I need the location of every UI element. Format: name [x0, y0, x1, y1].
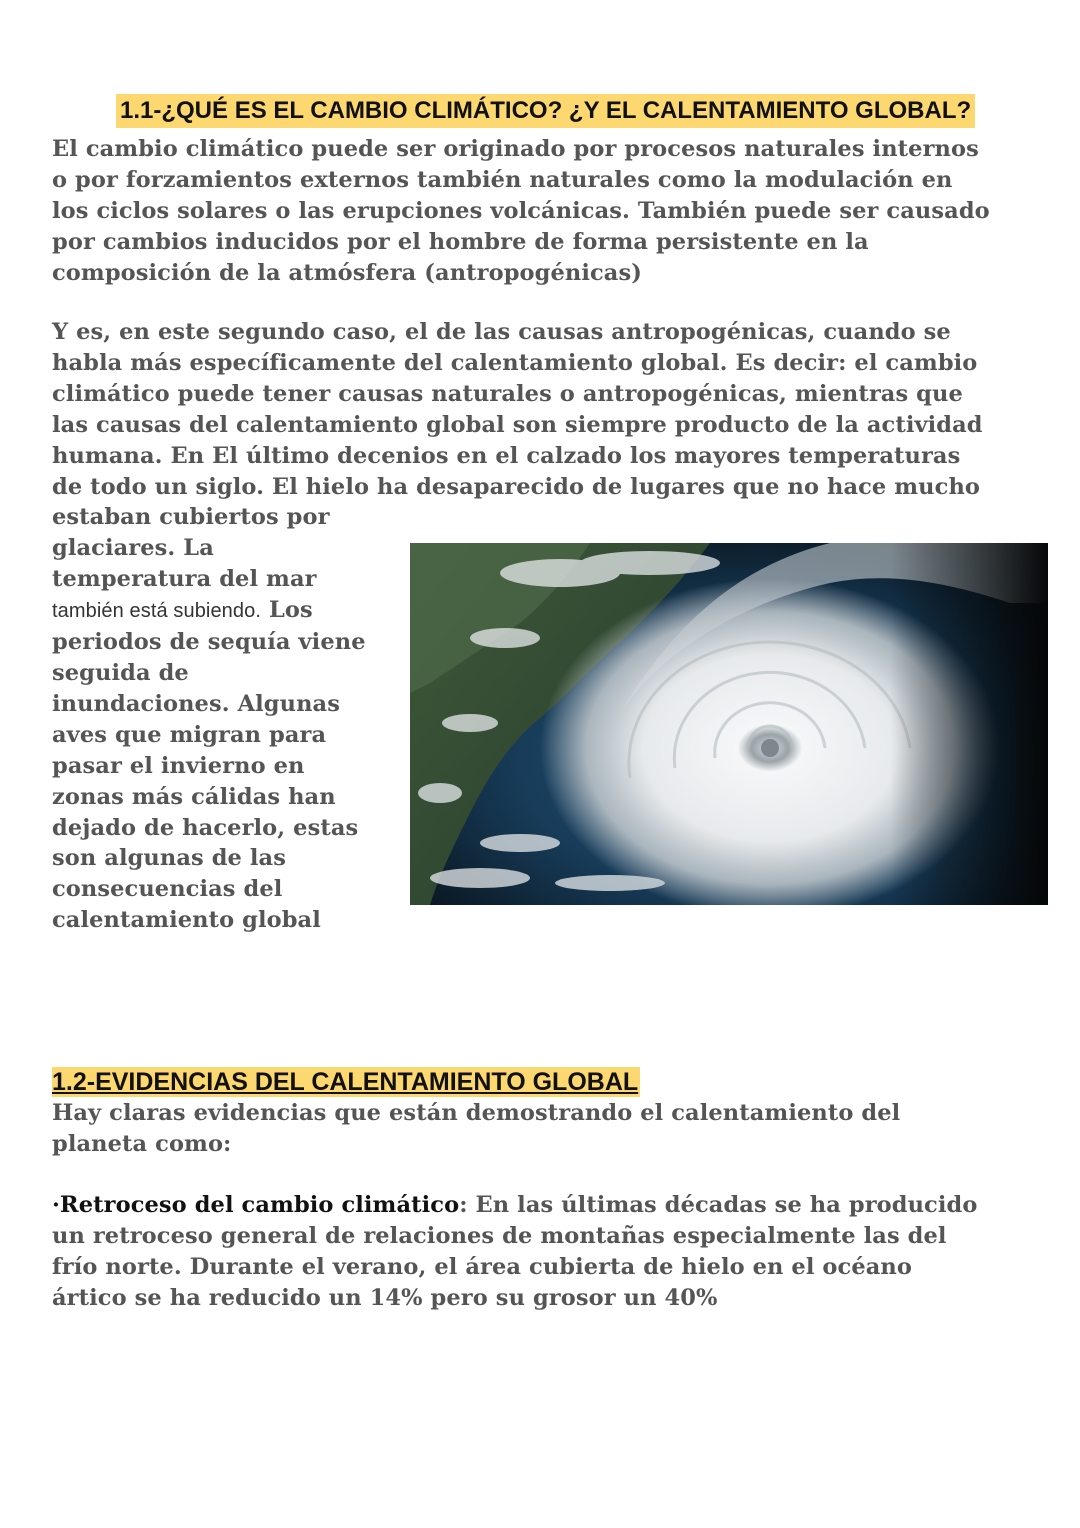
text-line: son algunas de las: [52, 845, 286, 872]
text-line: calentamiento global: [52, 907, 321, 934]
text-fragment: Los: [261, 597, 313, 624]
text-line: inundaciones. Algunas: [52, 690, 340, 717]
hurricane-satellite-image: [410, 543, 1048, 905]
text-line: composición de la atmósfera (antropogénicas): [52, 259, 642, 286]
text-line: seguida de: [52, 659, 189, 686]
text-line: humana. En El último decenios en el calzado los mayores temperaturas: [52, 442, 961, 469]
section-1-heading: 1.1-¿QUÉ ES EL CAMBIO CLIMÁTICO? ¿Y EL CALENTAMIENTO GLOBAL?: [116, 94, 975, 128]
text-line: pasar el invierno en: [52, 752, 305, 779]
text-line: El cambio climático puede ser originado por procesos naturales internos: [52, 136, 979, 162]
text-line: glaciares. La: [52, 535, 214, 562]
text-line: Hay claras evidencias que están demostrando el calentamiento del: [52, 1100, 901, 1126]
text-line: periodos de sequía viene: [52, 629, 366, 656]
text-line: temperatura del mar: [52, 566, 317, 593]
text-line: de todo un siglo. El hielo ha desaparecido de lugares que no hace mucho: [52, 473, 981, 500]
section-2-heading: 1.2-EVIDENCIAS DEL CALENTAMIENTO GLOBAL: [52, 1068, 639, 1096]
text-line: estaban cubiertos por: [52, 504, 330, 531]
text-line: climático puede tener causas naturales o antropogénicas, mientras que: [52, 380, 963, 407]
text-line: por cambios inducidos por el hombre de forma persistente en la: [52, 228, 869, 255]
hurricane-illustration: [410, 543, 1048, 905]
text-line: los ciclos solares o las erupciones volcánicas. También puede ser causado: [52, 197, 990, 224]
text-line: ártico se ha reducido un 14% pero su grosor un 40%: [52, 1284, 718, 1311]
bullet-term: ·Retroceso del cambio climático: [52, 1192, 460, 1218]
section-2-bullet: [52, 1190, 977, 1314]
text-line: dejado de hacerlo, estas: [52, 814, 359, 841]
section-1-paragraph-1: [52, 134, 990, 289]
text-line: zonas más cálidas han: [52, 783, 336, 810]
text-line: las causas del calentamiento global son siempre producto de la actividad: [52, 411, 983, 438]
text-line: planeta como:: [52, 1130, 232, 1157]
text-line: Y es, en este segundo caso, el de las causas antropogénicas, cuando se: [52, 319, 951, 345]
text-line: frío norte. Durante el verano, el área cubierta de hielo en el océano: [52, 1253, 912, 1280]
text-line: un retroceso general de relaciones de montañas especialmente las del: [52, 1222, 947, 1249]
sans-fragment: también está subiendo.: [52, 600, 262, 623]
text-fragment: : En las últimas décadas se ha producido: [459, 1192, 978, 1218]
text-line: [52, 1190, 977, 1221]
text-line: consecuencias del: [52, 876, 283, 903]
text-line: aves que migran para: [52, 721, 327, 748]
text-line: o por forzamientos externos también naturales como la modulación en: [52, 166, 953, 193]
section-2-intro: [52, 1098, 900, 1160]
text-line: habla más específicamente del calentamiento global. Es decir: el cambio: [52, 349, 978, 376]
